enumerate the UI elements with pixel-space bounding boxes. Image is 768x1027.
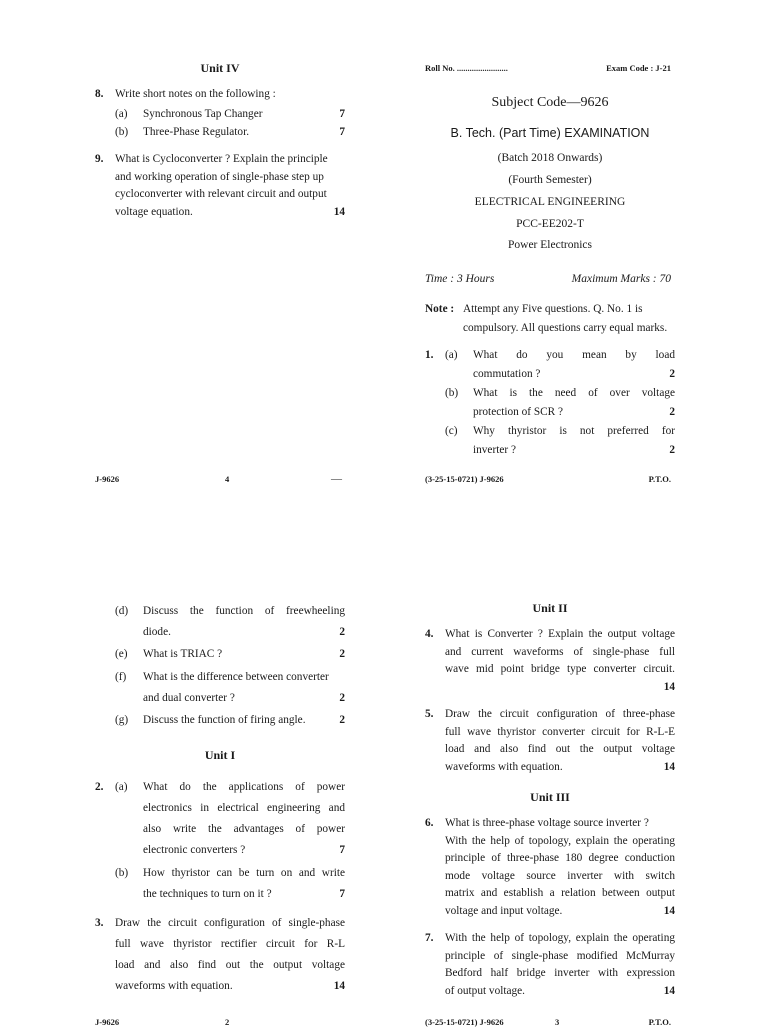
question-line: principle of single-phase modified McMurray: [445, 949, 675, 962]
time-allowed: Time : 3 Hours: [425, 273, 495, 285]
question-line: of output voltage.: [445, 984, 526, 997]
footer-code: (3-25-15-0721) J-9626: [425, 474, 504, 484]
question-number: 3.: [95, 917, 104, 929]
roll-number: Roll No. ........................: [425, 63, 508, 73]
question-line: With the help of topology, explain the operating: [445, 932, 675, 944]
footer-code: J-9626: [95, 474, 120, 484]
question-line: the techniques to turn on it ?: [143, 888, 272, 900]
question-1d: [115, 601, 345, 643]
footer-page-number: 3: [555, 1017, 560, 1027]
sub-text: Three-Phase Regulator.: [143, 126, 250, 138]
page-1: [425, 55, 675, 495]
marks: 14: [333, 205, 345, 218]
question-number: 8.: [95, 88, 104, 100]
sub-text: Discuss the function of firing angle.: [143, 714, 306, 726]
question-line: full wave thyristor rectifier circuit for R-L: [115, 938, 345, 950]
question-line: and current waveforms of single-phase full: [445, 645, 675, 658]
instructions-note: [425, 300, 675, 338]
question-line: electronic converters ?: [143, 844, 246, 856]
question-line: With the help of topology, explain the operating: [445, 834, 675, 847]
sub-label: (c): [445, 425, 458, 437]
question-8: [95, 85, 345, 104]
question-line: inverter ?: [473, 444, 516, 456]
unit-i-heading: Unit I: [204, 748, 236, 762]
batch: (Batch 2018 Onwards): [497, 152, 603, 164]
marks: 14: [663, 904, 675, 917]
question-1e: [115, 645, 345, 664]
sub-label: (b): [115, 867, 129, 879]
question-line: Bedford half bridge inverter with expression: [445, 967, 675, 979]
question-line: full wave thyristor converter circuit for R-L-E: [445, 725, 675, 738]
page-3: [425, 595, 675, 1027]
question-number: 2.: [95, 781, 104, 793]
exam-code: Exam Code : J-21: [606, 63, 671, 73]
question-line: voltage equation.: [115, 205, 193, 218]
question-line: Why thyristor is not preferred for: [473, 425, 675, 437]
marks: 2: [339, 648, 345, 660]
question-line: load and also find out the output voltage: [115, 959, 345, 971]
subject-code: Subject Code—9626: [491, 95, 609, 110]
sub-label: (b): [115, 126, 129, 138]
marks: 14: [663, 680, 675, 693]
question-number: 5.: [425, 708, 434, 720]
branch: ELECTRICAL ENGINEERING: [474, 196, 626, 208]
question-text: Write short notes on the following :: [115, 88, 276, 100]
sub-text: What is TRIAC ?: [143, 648, 223, 660]
question-1g: [115, 711, 345, 730]
question-line: How thyristor can be turn on and write: [143, 867, 345, 879]
footer-code: (3-25-15-0721) J-9626: [425, 1017, 504, 1027]
question-line: What do you mean by load: [473, 349, 675, 361]
question-3: [95, 913, 345, 997]
exam-title: B. Tech. (Part Time) EXAMINATION: [450, 126, 650, 140]
question-line: cycloconverter with relevant circuit and output: [115, 188, 327, 200]
question-4: [425, 626, 675, 696]
marks: 2: [669, 406, 675, 418]
question-line: What do the applications of power: [143, 781, 345, 793]
footer-page-number: 2: [225, 1017, 230, 1027]
question-number: 4.: [425, 628, 434, 640]
footer-page-number: 4: [225, 474, 230, 484]
question-line: Discuss the function of freewheeling: [143, 605, 345, 617]
question-line: What is the difference between converter: [143, 671, 329, 683]
question-line: What is three-phase voltage source inverter ?: [445, 817, 649, 829]
question-line: Draw the circuit configuration of single-phase: [115, 917, 345, 929]
question-line: and dual converter ?: [143, 692, 235, 704]
sub-label: (a): [445, 349, 458, 361]
unit-iii-heading: Unit III: [530, 790, 570, 804]
question-line: commutation ?: [473, 368, 541, 380]
question-line: wave mid point bridge type converter circuit.: [445, 663, 675, 675]
unit-iv-heading: Unit IV: [200, 61, 240, 75]
marks: 2: [339, 714, 345, 726]
question-line: also write the advantages of power: [143, 823, 345, 835]
question-line: principle of three-phase 180 degree conduction: [445, 852, 675, 864]
sub-label: (a): [115, 108, 128, 120]
page-2: [95, 595, 345, 1027]
question-9: [95, 151, 345, 221]
marks: 14: [663, 760, 675, 773]
question-line: waveforms with equation.: [115, 980, 233, 992]
question-line: and working operation of single-phase step up: [115, 170, 324, 183]
question-line: electronics in electrical engineering and: [143, 802, 345, 814]
marks: 14: [333, 980, 345, 992]
question-line: What is Converter ? Explain the output voltage: [445, 628, 675, 640]
question-line: waveforms with equation.: [445, 760, 563, 773]
note-line: compulsory. All questions carry equal marks.: [463, 322, 668, 334]
question-2b: [115, 863, 345, 905]
question-line: What is Cycloconverter ? Explain the principle: [115, 153, 328, 165]
question-7: [425, 930, 675, 1000]
question-number: 6.: [425, 817, 434, 829]
question-number: 7.: [425, 932, 434, 944]
question-line: protection of SCR ?: [473, 406, 564, 418]
marks: 2: [669, 368, 675, 380]
question-line: matrix and establish a relation between output: [445, 887, 675, 899]
sub-label: (b): [445, 387, 459, 399]
question-2a: [95, 777, 345, 861]
page-4: [95, 55, 345, 495]
question-line: voltage and input voltage.: [445, 904, 563, 917]
question-1b: [445, 384, 675, 422]
marks: 14: [663, 984, 675, 997]
sub-label: (f): [115, 671, 127, 683]
question-line: diode.: [143, 626, 171, 638]
footer-code: J-9626: [95, 1017, 120, 1027]
question-6: [425, 815, 675, 920]
marks: 2: [669, 444, 675, 456]
course-name: Power Electronics: [508, 239, 592, 251]
sub-label: (g): [115, 714, 129, 726]
course-code: PCC-EE202-T: [516, 218, 584, 230]
marks: 7: [339, 108, 345, 120]
question-number: 1.: [425, 349, 434, 361]
sub-label: (e): [115, 648, 128, 660]
question-line: mode voltage source inverter with switch: [445, 869, 675, 882]
question-number: 9.: [95, 153, 104, 165]
note-label: Note :: [425, 303, 455, 315]
question-8a: [115, 105, 345, 124]
footer-dash: —: [331, 473, 342, 485]
question-1a: [425, 346, 675, 384]
question-line: Draw the circuit configuration of three-phase: [445, 708, 675, 720]
marks: 7: [339, 844, 345, 856]
question-line: load and also find out the output voltage: [445, 743, 675, 755]
footer-pto: P.T.O.: [648, 1017, 671, 1027]
footer-pto: P.T.O.: [648, 474, 671, 484]
note-line: Attempt any Five questions. Q. No. 1 is: [463, 303, 643, 315]
unit-ii-heading: Unit II: [532, 601, 568, 615]
sub-label: (d): [115, 605, 129, 617]
sub-label: (a): [115, 781, 128, 793]
question-8b: [115, 123, 345, 142]
maximum-marks: Maximum Marks : 70: [571, 273, 671, 285]
question-line: What is the need of over voltage: [473, 387, 675, 399]
sub-text: Synchronous Tap Changer: [143, 108, 263, 120]
semester: (Fourth Semester): [508, 174, 592, 186]
marks: 7: [339, 888, 345, 900]
marks: 7: [339, 126, 345, 138]
question-1c: [445, 422, 675, 460]
question-5: [425, 706, 675, 776]
marks: 2: [339, 626, 345, 638]
marks: 2: [339, 692, 345, 704]
question-1f: [115, 667, 345, 709]
